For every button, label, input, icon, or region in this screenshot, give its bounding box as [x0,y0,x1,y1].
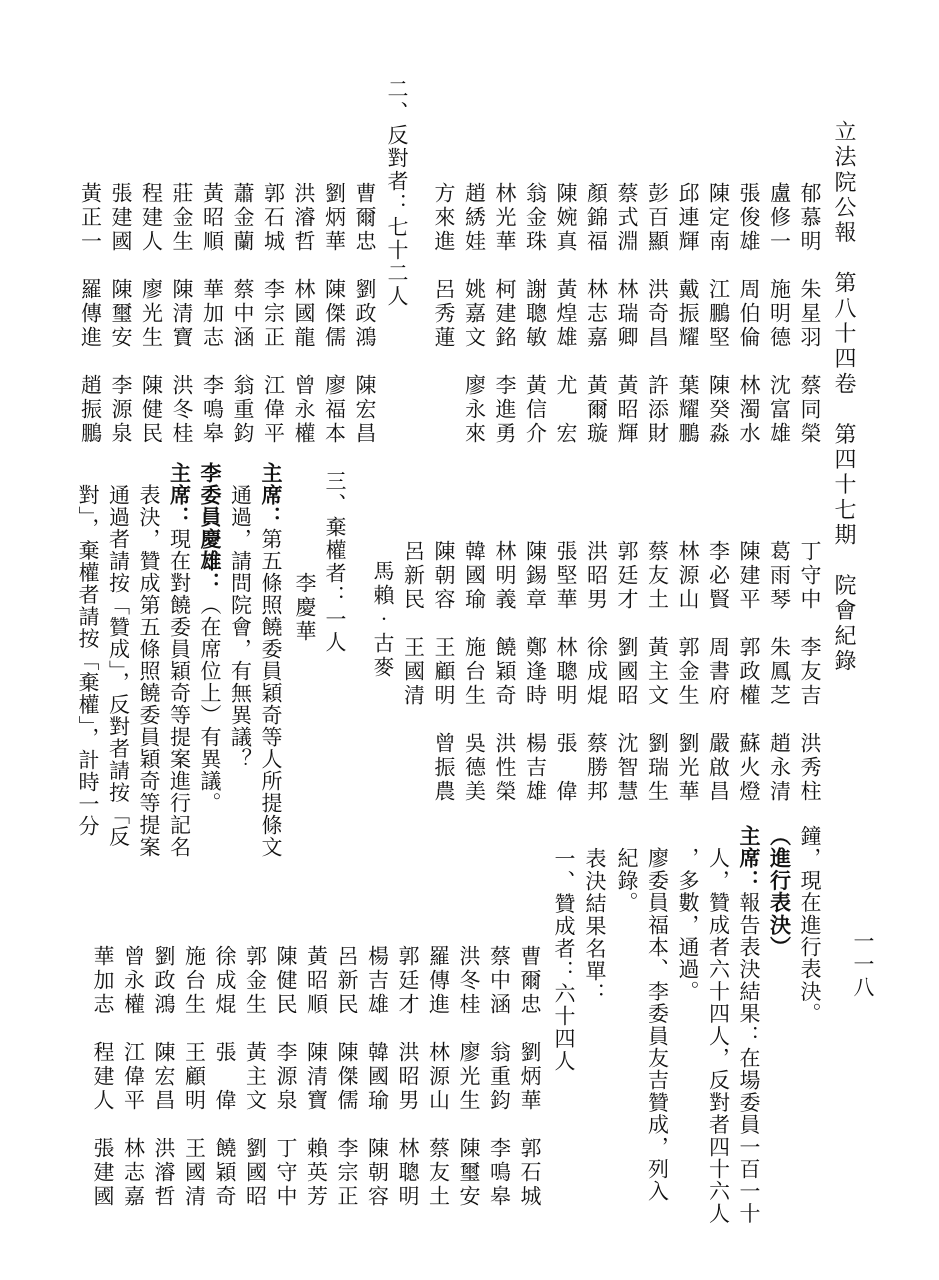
name-column: 陳朝容 王顧明 曾振農 [432,540,456,804]
name-column: 方來進 呂秀蓮 [432,182,456,350]
name-column: 葛雨琴 朱鳳芝 趙永清 [767,540,792,804]
name-column: 陳婉真 黃煌雄 尤 宏 [554,182,578,446]
page-header: 立法院公報 第八十四卷 第四十七期 院會紀錄 [831,120,856,675]
name-column: 郭廷才 洪昭男 林聰明 [396,945,420,1209]
proceedings-line: 通過者請按「贊成」，反對者請按「反 [106,462,131,848]
name-column: 郁慕明 朱星羽 蔡同榮 [798,182,822,446]
name-column: 彭百顯 洪奇昌 許添財 [645,182,670,446]
proceedings-line: （進行表決） [767,825,793,959]
name-column: 郭金生 黃主文 劉國昭 [243,945,268,1209]
name-column: 張建國 陳璽安 李源泉 [109,182,133,446]
name-column: 韓國瑜 施台生 吳德美 [462,540,487,804]
abstain-name: 李慶華 [293,572,317,644]
name-column: 華加志 程建人 張建國 [91,945,115,1209]
name-column: 施台生 王顧明 王國清 [182,945,207,1209]
name-column: 曾永權 江偉平 林志嘉 [121,945,146,1209]
name-column: 蔡中涵 翁重鈞 李鳴皋 [487,945,512,1209]
proceedings-line: 通過，請問院會，有無異議？ [228,462,253,770]
name-column: 趙綉娃 姚嘉文 廖永來 [462,182,487,446]
proceedings-line: 主席：第五條照饒委員穎奇等人所提條文 [259,462,284,858]
proceedings-line: 鐘，現在進行表決。 [798,825,822,1025]
name-column: 曹爾忠 劉炳華 郭石城 [518,945,542,1209]
name-column: 楊吉雄 韓國瑜 陳朝容 [365,945,390,1209]
section-heading-for: 一、贊成者：六十四人 [552,825,576,1073]
name-column: 羅傳進 林源山 蔡友土 [426,945,451,1209]
proceedings-line: ，多數，通過。 [676,825,700,1003]
name-column: 翁金珠 謝聰敏 黃信介 [523,182,548,446]
name-column: 馬賴‧古麥 [371,560,395,680]
name-column: 劉政鴻 陳宏昌 洪濬哲 [152,945,176,1209]
proceedings-line: 主席：報告表決結果：在場委員一百一十 [737,825,762,1225]
name-column: 黃昭順 陳清寶 賴英芳 [304,945,329,1209]
name-column: 李必賢 周書府 嚴啟昌 [706,540,731,804]
name-column: 呂新民 陳傑儒 李宗正 [335,945,359,1209]
name-column: 程建人 廖光生 陳健民 [139,182,164,446]
name-column: 呂新民 王國清 [401,540,426,708]
name-column: 張堅華 林聰明 張 偉 [554,540,578,804]
proceedings-line: 李委員慶雄：（在席位上）有異議。 [198,462,223,814]
name-column: 林明義 饒穎奇 洪性榮 [493,540,517,804]
name-column: 陳錫章 鄭逢時 楊吉雄 [523,540,548,804]
name-column: 陳定南 江鵬堅 陳癸淼 [706,182,731,446]
name-column: 蕭金蘭 蔡中涵 翁重鈞 [231,182,255,446]
name-column: 洪冬桂 廖光生 陳璽安 [457,945,481,1209]
section-heading-abstain: 三、棄權者：一人 [323,470,347,654]
page-number: 一一八 [851,930,875,999]
proceedings-line: 紀錄。 [615,825,639,914]
name-column: 黃昭順 華加志 李鳴皋 [200,182,225,446]
name-column: 洪昭男 徐成焜 蔡勝邦 [584,540,609,804]
section-heading-against: 二、反對者：七十二人 [385,78,409,308]
name-column: 劉炳華 陳傑儒 廖福本 [322,182,347,446]
proceedings-line: 廖委員福本、李委員友吉贊成，列入 [645,825,670,1203]
name-column: 顏錦福 林志嘉 黃爾璇 [584,182,609,446]
name-column: 洪濬哲 林國龍 曾永權 [292,182,316,446]
name-column: 丁守中 李友吉 洪秀柱 [798,540,822,804]
name-column: 陳建平 郭政權 蘇火燈 [737,540,761,804]
name-column: 林源山 郭金生 劉光華 [676,540,700,804]
name-column: 張俊雄 周伯倫 林濁水 [737,182,761,446]
name-column: 郭石城 李宗正 江偉平 [261,182,286,446]
name-column: 曹爾忠 劉政鴻 陳宏昌 [353,182,377,446]
name-column: 蔡友土 黃主文 劉瑞生 [645,540,670,804]
name-column: 盧修一 施明德 沈富雄 [767,182,792,446]
proceedings-line: 表決，贊成第五條照饒委員穎奇等提案 [137,462,161,858]
name-column: 林光華 柯建銘 李進勇 [493,182,517,446]
name-column: 邱連輝 戴振耀 葉耀鵬 [676,182,700,446]
result-heading: 表決結果名單： [583,825,607,1005]
name-column: 郭廷才 劉國昭 沈智慧 [615,540,639,804]
name-column: 陳健民 李源泉 丁守中 [274,945,298,1209]
proceedings-line: 主席：現在對饒委員穎奇等提案進行記名 [167,462,193,858]
proceedings-line: 人，贊成者六十四人，反對者四十六人 [706,825,731,1225]
name-column: 莊金生 陳清寶 洪冬桂 [170,182,194,446]
name-column: 黃正一 羅傳進 趙振鵬 [78,182,103,446]
proceedings-line: 對」，棄權者請按「棄權」，計時一分 [76,462,100,837]
name-column: 徐成焜 張 偉 饒穎奇 [213,945,237,1209]
name-column: 蔡式淵 林瑞卿 黃昭輝 [615,182,639,446]
